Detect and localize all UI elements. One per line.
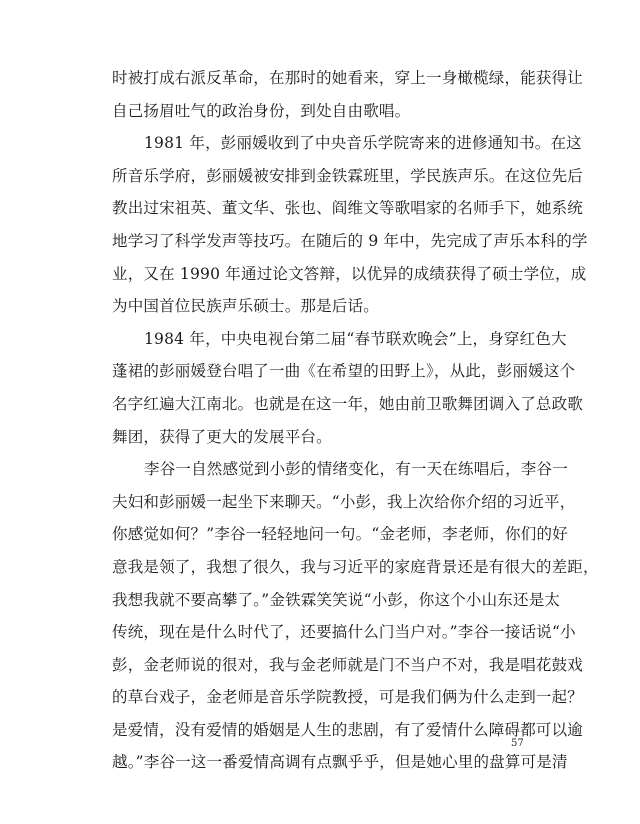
text-line: 自己扬眉吐气的政治身份，到处自由歌唱。 bbox=[112, 101, 411, 120]
text-line: 彭，金老师说的很对，我与金老师就是门不当户不对，我是唱花鼓戏 bbox=[112, 655, 584, 674]
paragraph bbox=[112, 127, 588, 323]
text-line: 所音乐学府，彭丽媛被安排到金铁霖班里，学民族声乐。在这位先后 bbox=[112, 166, 584, 185]
text-line: 时被打成右派反革命，在那时的她看来，穿上一身橄榄绿，能获得让 bbox=[112, 69, 584, 87]
text-line: 舞团，获得了更大的发展平台。 bbox=[112, 427, 332, 446]
text-line: 业，又在 1990 年通过论文答辩，以优异的成绩获得了硕士学位，成 bbox=[112, 264, 587, 283]
text-line: 李谷一自然感觉到小彭的情绪变化，有一天在练唱后，李谷一 bbox=[144, 460, 568, 479]
text-line: 是爱情，没有爱情的婚姻是人生的悲剧，有了爱情什么障碍都可以逾 bbox=[112, 720, 584, 739]
text-line: 名字红遍大江南北。也就是在这一年，她由前卫歌舞团调入了总政歌 bbox=[112, 394, 584, 413]
text-line: 1984 年，中央电视台第二届“春节联欢晚会”上，身穿红色大 bbox=[144, 329, 567, 348]
text-line: 蓬裙的彭丽媛登台唱了一曲《在希望的田野上》，从此，彭丽媛这个 bbox=[112, 362, 576, 381]
text-line: 意我是领了，我想了很久，我与习近平的家庭背景还是有很大的差距， bbox=[112, 557, 599, 576]
text-line: 你感觉如何？”李谷一轻轻地问一句。“金老师，李老师，你们的好 bbox=[112, 525, 568, 544]
text-line: 教出过宋祖英、董文华、张也、阎维文等歌唱家的名师手下，她系统 bbox=[112, 199, 584, 218]
paragraph bbox=[112, 323, 584, 453]
text-line: 地学习了科学发声等技巧。在随后的 9 年中，先完成了声乐本科的学 bbox=[112, 231, 588, 250]
text-line: 1981 年，彭丽媛收到了中央音乐学院寄来的进修通知书。在这 bbox=[144, 134, 582, 153]
text-line: 我想我就不要高攀了。”金铁霖笑笑说“小彭，你这个小山东还是太 bbox=[112, 590, 561, 609]
text-line: 传统，现在是什么时代了，还要搞什么门当户对。”李谷一接话说“小 bbox=[112, 623, 576, 642]
text-line: 的草台戏子，金老师是音乐学院教授，可是我们俩为什么走到一起？ bbox=[112, 688, 584, 707]
text-line: 为中国首位民族声乐硕士。那是后话。 bbox=[112, 297, 379, 316]
text-line: 夫妇和彭丽媛一起坐下来聊天。“小彭，我上次给你介绍的习近平， bbox=[112, 492, 576, 511]
paragraph bbox=[112, 453, 599, 779]
page-number: 57 bbox=[511, 738, 524, 749]
text-line: 越。”李谷一这一番爱情高调有点飘乎乎，但是她心里的盘算可是清 bbox=[112, 753, 568, 772]
paragraph bbox=[112, 62, 584, 127]
body-text bbox=[112, 62, 599, 779]
